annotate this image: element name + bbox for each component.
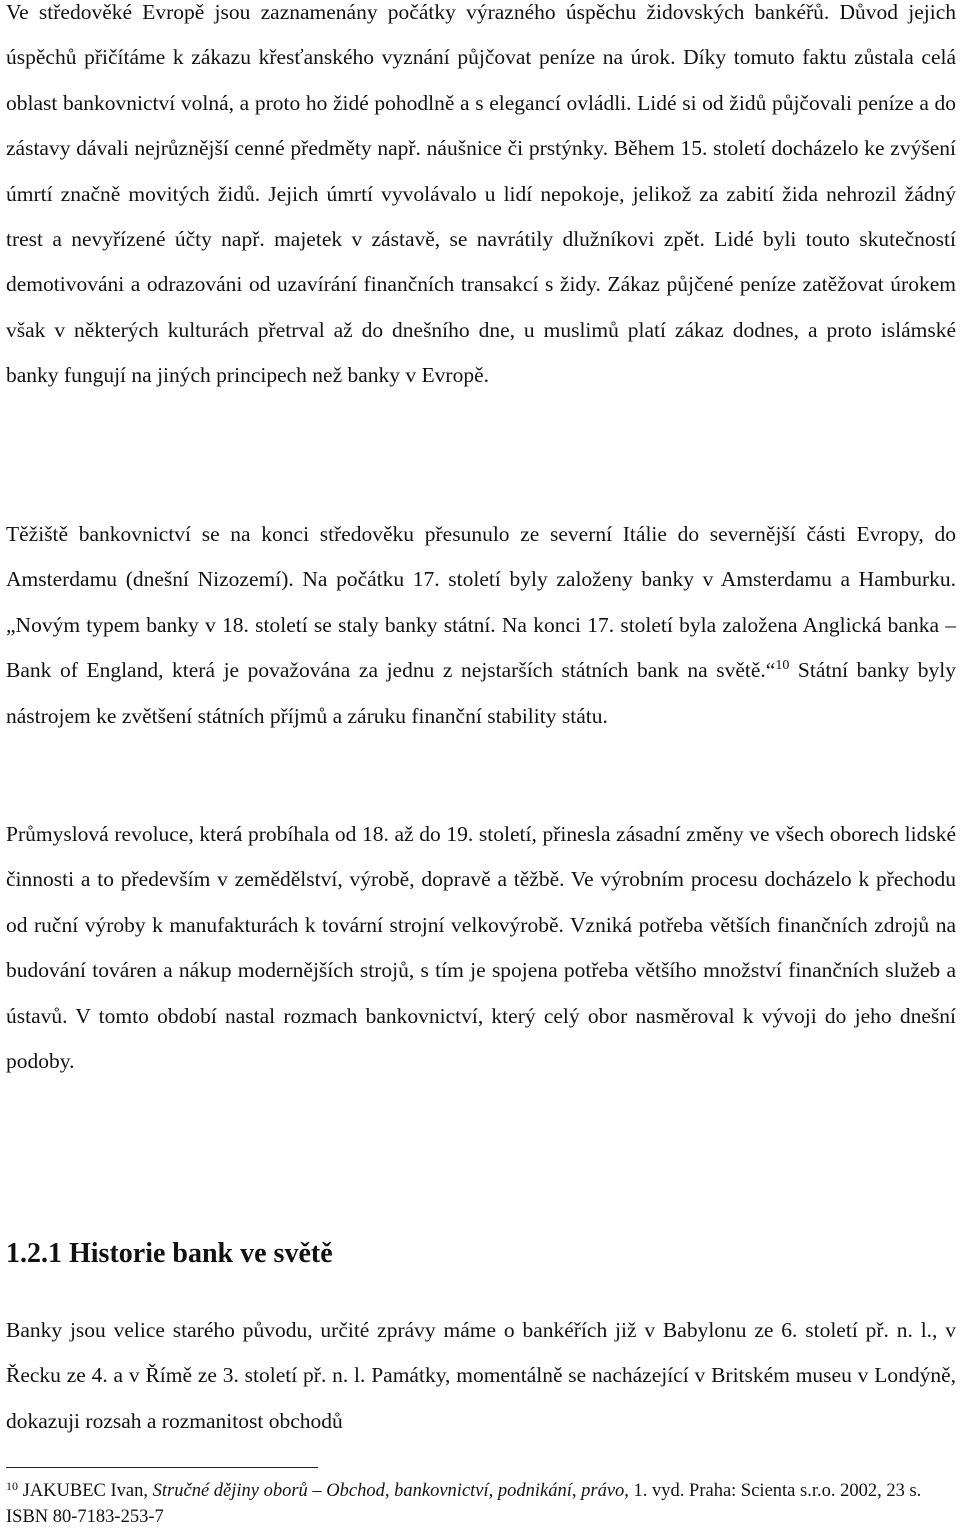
paragraph-text: Těžiště bankovnictví se na konci středověku přesunulo ze severní Itálie do severnější části Evropy, do Amsterdamu (dnešní Nizozemí). Na počátku 17. století byly založeny banky v Amsterdamu a Hamburku. „Novým typem banky v 18. století se staly banky státní. Na konci 17. století byla založena Anglická banka – Bank of England, která je považována za jednu z nejstarších státních bank na světě.“ xyxy=(6,522,956,683)
footnote-separator xyxy=(6,1467,318,1468)
footnote-author: JAKUBEC Ivan, xyxy=(18,1481,153,1501)
footnote xyxy=(6,1478,956,1530)
paragraph-amsterdam-banking xyxy=(6,512,956,739)
footnote-title: Stručné dějiny oborů – Obchod, bankovnictví, podnikání, právo xyxy=(152,1481,625,1501)
section-heading: 1.2.1 Historie bank ve světě xyxy=(6,1238,333,1269)
paragraph-jewish-bankers: Ve středověké Evropě jsou zaznamenány počátky výrazného úspěchu židovských bankéřů. Důvod jejich úspěchů přičítáme k zákazu křesťanského vyznání půjčovat peníze na úrok. Díky tomuto faktu zůstala celá oblast bankovnictví volná, a proto ho židé pohodlně a s elegancí ovládli. Lidé si od židů půjčovali peníze a do zástavy dávali nejrůznější cenné předměty např. náušnice či prstýnky. Během 15. století docházelo ke zvýšení úmrtí značně movitých židů. Jejich úmrtí vyvolávalo u lidí nepokoje, jelikož za zabití žida nehrozil žádný trest a nevyřízené účty např. majetek v zástavě, se navrátily dlužníkovi zpět. Lidé byli touto skutečností demotivováni a odrazováni od uzavírání finančních transakcí s židy. Zákaz půjčené peníze zatěžovat úrokem však v některých kulturách přetrval až do dnešního dne, u muslimů platí zákaz dodnes, a proto islámské banky fungují na jiných principech než banky v Evropě. xyxy=(6,0,956,388)
footnote-reference: 10 xyxy=(775,658,790,674)
paragraph-text: Státní banky byly nástrojem ke zvětšení státních příjmů a záruku finanční stability státu. xyxy=(6,658,956,728)
paragraph-bank-history: Banky jsou velice starého původu, určité zprávy máme o bankéřích již v Babylonu ze 6. století př. n. l., v Řecku ze 4. a v Římě ze 3. století př. n. l. Památky, momentálně se nacházející v Britském museu v Londýně, dokazuji rozsah a rozmanitost obchodů xyxy=(6,1318,956,1433)
paragraph-industrial-revolution: Průmyslová revoluce, která probíhala od 18. až do 19. století, přinesla zásadní změny ve všech oborech lidské činnosti a to především v zemědělství, výrobě, dopravě a těžbě. Ve výrobním procesu docházelo k přechodu od ruční výroby k manufakturách k tovární strojní velkovýrobě. Vzniká potřeba větších finančních zdrojů na budování továren a nákup modernějších strojů, s tím je spojena potřeba většího množství finančních služeb a ústavů. V tomto období nastal rozmach bankovnictví, který celý obor nasměroval k vývoji do jeho dnešní podoby. xyxy=(6,822,956,1074)
footnote-publication: , 1. vyd. Praha: Scienta s.r.o. 2002, 23 s. ISBN 80-7183-253-7 xyxy=(6,1481,922,1527)
footnote-number: 10 xyxy=(6,1479,18,1493)
